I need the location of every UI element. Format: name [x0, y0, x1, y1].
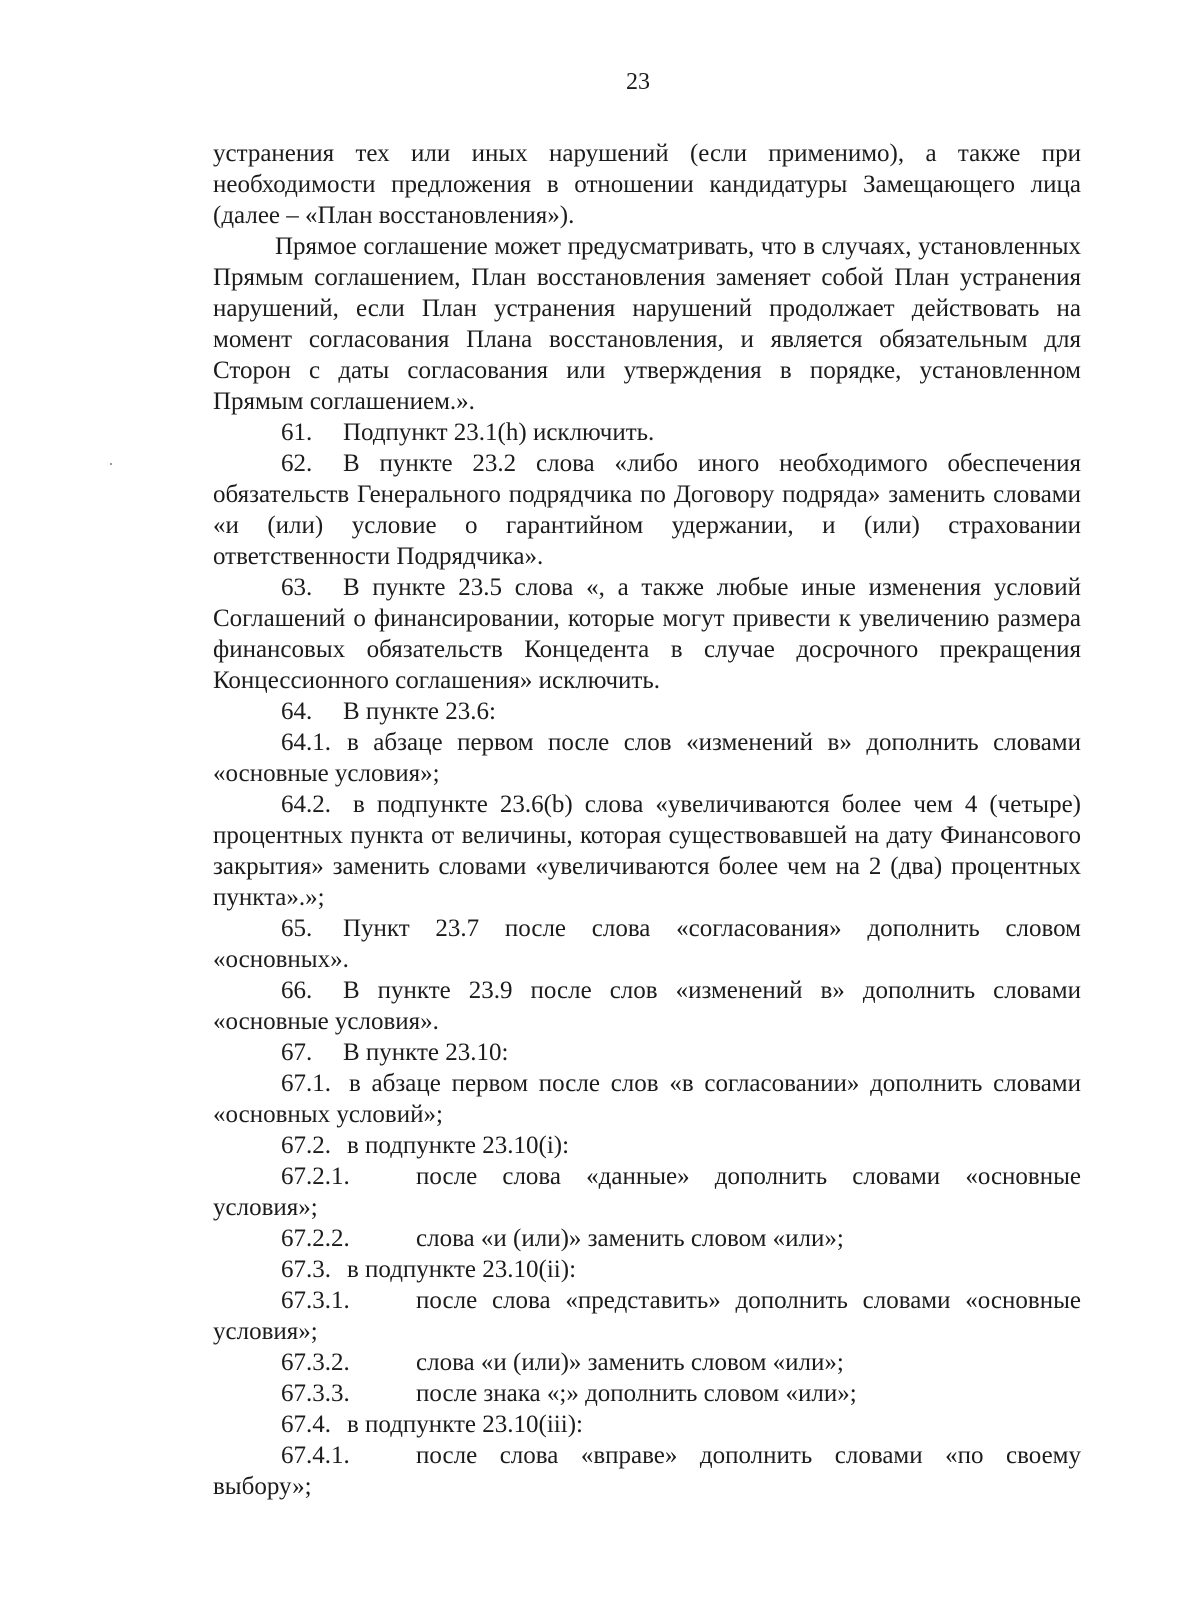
item-number: 61.	[281, 419, 313, 446]
paragraph-continuation	[213, 138, 1081, 231]
item-number: 67.4.	[281, 1411, 331, 1438]
list-item	[213, 1440, 1081, 1502]
list-item	[213, 913, 1081, 975]
item-text: в абзаце первом после слов «в согласовании» дополнить словами «основных условий»;	[213, 1070, 1081, 1128]
paragraph-text: устранения тех или иных нарушений (если применимо), а также при необходимости предложения в отношении кандидатуры Замещающего лица (далее – «План восстановления»).	[213, 140, 1081, 229]
list-item	[213, 1409, 1081, 1440]
item-text: в абзаце первом после слов «изменений в» дополнить словами «основные условия»;	[213, 729, 1081, 787]
list-item	[213, 1037, 1081, 1068]
list-item	[213, 696, 1081, 727]
item-number: 64.1.	[281, 729, 331, 756]
list-item	[213, 1285, 1081, 1347]
list-item	[213, 1347, 1081, 1378]
page-number: 23	[626, 69, 650, 95]
item-number: 67.2.2.	[281, 1225, 350, 1252]
item-text: после слова «данные» дополнить словами «основные условия»;	[213, 1163, 1081, 1221]
list-item	[213, 417, 1081, 448]
item-number: 67.3.	[281, 1256, 331, 1283]
item-text: в подпункте 23.10(i):	[347, 1132, 570, 1159]
list-item	[213, 975, 1081, 1037]
document-body	[213, 138, 1081, 1502]
item-number: 64.2.	[281, 791, 331, 818]
scan-speck	[110, 463, 112, 465]
item-number: 66.	[281, 977, 313, 1004]
item-number: 67.3.1.	[281, 1287, 350, 1314]
list-item	[213, 1223, 1081, 1254]
item-number: 62.	[281, 450, 313, 477]
item-number: 67.2.	[281, 1132, 331, 1159]
item-number: 67.3.3.	[281, 1380, 350, 1407]
item-text: В пункте 23.6:	[343, 698, 496, 725]
item-text: В пункте 23.2 слова «либо иного необходимого обеспечения обязательств Генерального подрядчика по Договору подряда» заменить словами «и (или) условие о гарантийном удержании, и (или) страховании ответственности Подрядчика».	[213, 450, 1081, 570]
item-number: 67.1.	[281, 1070, 331, 1097]
list-item	[213, 448, 1081, 572]
paragraph-text: Прямое соглашение может предусматривать, что в случаях, установленных Прямым соглашением, План восстановления заменяет собой План устранения нарушений, если План устранения нарушений продолжает действовать на момент согласования Плана восстановления, и является обязательным для Сторон с даты согласования или утверждения в порядке, установленном Прямым соглашением.».	[213, 233, 1081, 415]
item-number: 63.	[281, 574, 313, 601]
item-text: после знака «;» дополнить словом «или»;	[416, 1380, 857, 1407]
list-item	[213, 1130, 1081, 1161]
item-text: слова «и (или)» заменить словом «или»;	[416, 1225, 844, 1252]
list-item	[213, 789, 1081, 913]
item-number: 67.4.1.	[281, 1442, 350, 1469]
item-text: в подпункте 23.10(iii):	[347, 1411, 583, 1438]
list-item	[213, 1378, 1081, 1409]
item-text: слова «и (или)» заменить словом «или»;	[416, 1349, 844, 1376]
item-text: в подпункте 23.6(b) слова «увеличиваются более чем 4 (четыре) процентных пункта от величины, которая существовавшей на дату Финансового закрытия» заменить словами «увеличиваются более чем на 2 (два) процентных пункта».»;	[213, 791, 1081, 911]
list-item	[213, 1068, 1081, 1130]
item-text: после слова «представить» дополнить словами «основные условия»;	[213, 1287, 1081, 1345]
item-text: в подпункте 23.10(ii):	[347, 1256, 577, 1283]
item-text: В пункте 23.10:	[343, 1039, 509, 1066]
item-text: Подпункт 23.1(h) исключить.	[343, 419, 655, 446]
paragraph	[213, 231, 1081, 417]
list-item	[213, 1254, 1081, 1285]
item-number: 67.3.2.	[281, 1349, 350, 1376]
item-number: 67.2.1.	[281, 1163, 350, 1190]
item-number: 67.	[281, 1039, 313, 1066]
list-item	[213, 1161, 1081, 1223]
item-text: В пункте 23.9 после слов «изменений в» дополнить словами «основные условия».	[213, 977, 1081, 1035]
item-text: В пункте 23.5 слова «, а также любые иные изменения условий Соглашений о финансировании, которые могут привести к увеличению размера финансовых обязательств Концедента в случае досрочного прекращения Концессионного соглашения» исключить.	[213, 574, 1081, 694]
item-text: Пункт 23.7 после слова «согласования» дополнить словом «основных».	[213, 915, 1081, 973]
item-text: после слова «вправе» дополнить словами «по своему выбору»;	[213, 1442, 1081, 1500]
list-item	[213, 572, 1081, 696]
list-item	[213, 727, 1081, 789]
item-number: 65.	[281, 915, 313, 942]
item-number: 64.	[281, 698, 313, 725]
